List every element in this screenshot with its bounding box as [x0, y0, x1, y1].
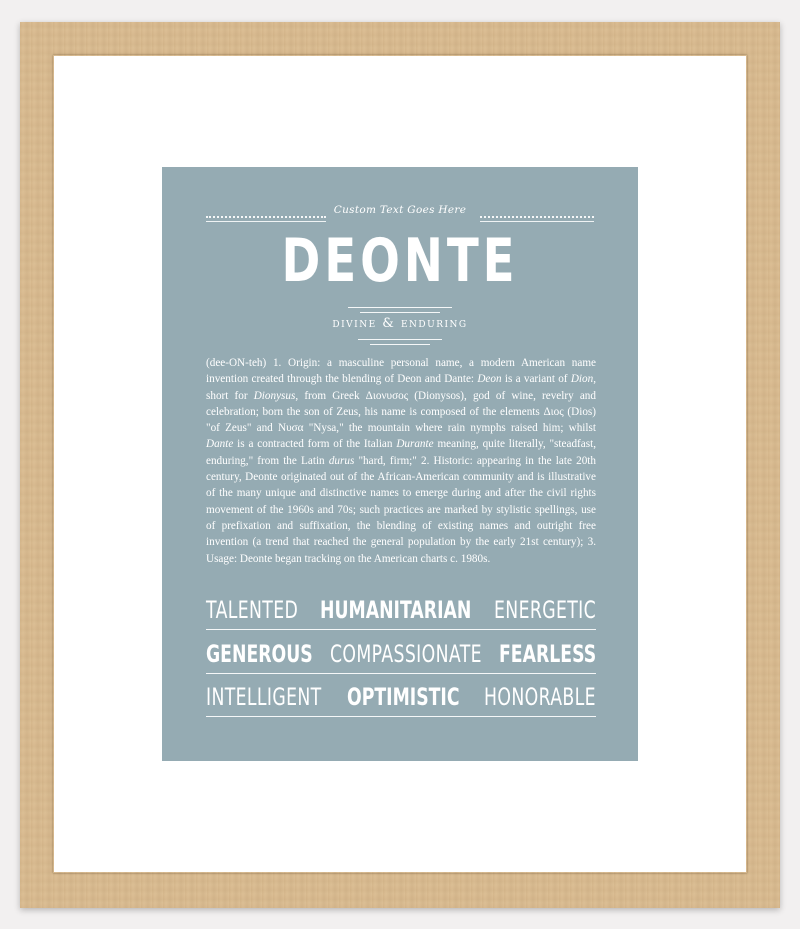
name-definition [206, 355, 596, 567]
trait-word: TALENTED [206, 596, 299, 624]
definition-text: "hard, firm;" 2. Historic: appearing in the late 20th century, Deonte originated out of the African-American community and is illustrative of the many unique and distinctive names to emerge during and after the civil rights movement of the 1960s and 70s; such practices are marked by stylistic spellings, use of prefixation and suffixation, the blending of existing names and outright free invention (a trend that reached the general population by the early 21st century); 3. Usage: Deonte began tracking on the American charts c. 1980s. [206, 454, 597, 565]
name-print [162, 167, 638, 761]
tagline-underline-short [370, 344, 430, 345]
definition-italic-term: Deon [477, 373, 502, 386]
trait-word: ENERGETIC [493, 596, 597, 624]
traits-row-1 [206, 595, 596, 625]
definition-text: , short for [206, 373, 596, 402]
definition-italic-term: Dante [206, 438, 234, 451]
trait-word: HUMANITARIAN [320, 596, 472, 624]
right-dotted-ornament [480, 216, 594, 218]
trait-word: OPTIMISTIC [346, 683, 460, 711]
tagline-underline-long [358, 339, 442, 340]
definition-text: is a variant of [501, 373, 571, 386]
definition-italic-term: Dion [570, 373, 594, 386]
traits-row-2 [206, 639, 596, 669]
name-title: DEONTE [281, 226, 519, 296]
definition-text: is a contracted form of the Italian [233, 438, 397, 451]
definition-italic-term: Dionysus [253, 389, 296, 402]
trait-word: INTELLIGENT [206, 683, 322, 711]
traits-divider-3 [206, 716, 596, 717]
left-dotted-ornament [206, 216, 326, 218]
name-underline-short [360, 312, 440, 313]
traits-row-3 [206, 682, 596, 712]
name-underline-long [348, 307, 452, 308]
definition-text: (dee-ON-teh) 1. Origin: a masculine personal name, a modern American name invention created through the blending of Deon and Dante: [206, 357, 596, 386]
trait-word: HONORABLE [484, 683, 596, 711]
definition-text: , from Greek Διονυσος (Dionysos), god of wine, revelry and celebration; born the son of Zeus, his name is composed of the elements Διος (Dios) "of Zeus" and Νυσα "Nysa," the mountain where rain nymphs raised him; whilst [206, 389, 596, 435]
custom-text: Custom Text Goes Here [333, 204, 467, 216]
definition-text: meaning, quite literally, "steadfast, enduring," from the Latin [206, 438, 596, 467]
traits-divider-2 [206, 673, 596, 674]
trait-word: COMPASSIONATE [329, 640, 482, 668]
definition-italic-term: Durante [396, 438, 434, 451]
trait-word: GENEROUS [206, 640, 313, 668]
traits-divider-1 [206, 629, 596, 630]
name-meaning-tagline: divine & enduring [332, 316, 468, 331]
definition-italic-term: durus [328, 454, 355, 467]
trait-word: FEARLESS [498, 640, 597, 668]
